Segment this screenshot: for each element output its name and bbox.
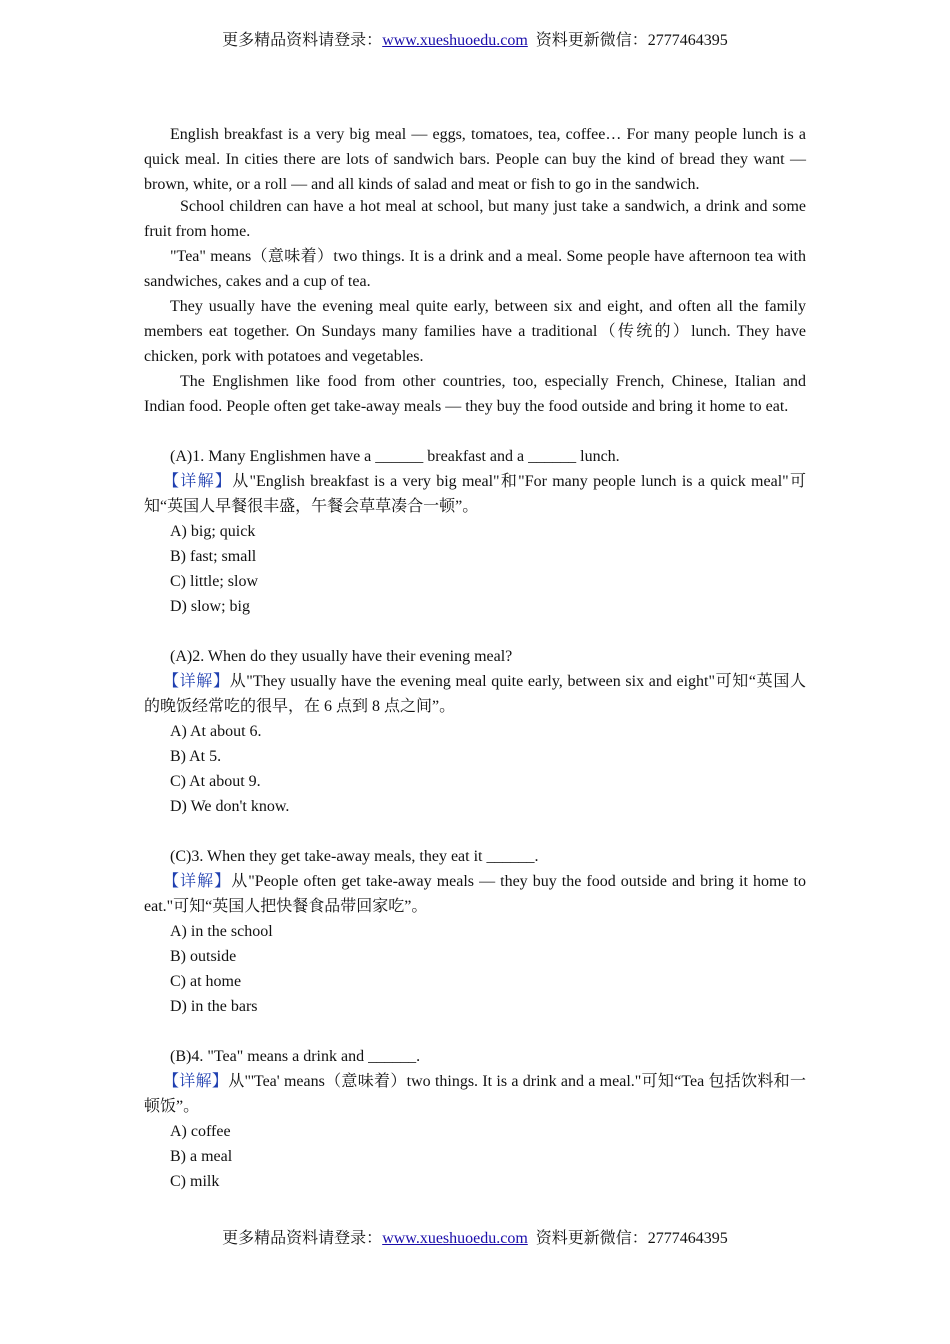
option-a: A) coffee [170,1123,231,1140]
option-a: A) in the school [170,923,273,940]
header-suffix: 资料更新微信：2777464395 [535,32,728,49]
page-header [0,31,950,51]
question-detail [144,669,806,719]
question-detail [144,469,806,519]
passage-paragraph-5: The Englishmen like food from other countries, too, especially French, Chinese, Italian and Indian food. People often get take-away meals — they buy the food outside and bring it home to eat. [144,373,806,415]
question-stem: (A)1. Many Englishmen have a ______ breakfast and a ______ lunch. [170,448,620,465]
page-footer [0,1229,950,1249]
question-stem: (A)2. When do they usually have their evening meal? [170,648,513,665]
detail-tag: 【详解】 [163,1073,229,1090]
option-b: B) fast; small [170,548,257,565]
question-detail [144,869,806,919]
question-stem: (C)3. When they get take-away meals, they eat it ______. [170,848,539,865]
detail-tag: 【详解】 [163,673,230,690]
question-detail [144,1069,806,1119]
header-prefix: 更多精品资料请登录： [222,32,383,49]
option-d: D) in the bars [170,998,258,1015]
option-c: C) little; slow [170,573,258,590]
question-4 [144,1044,806,1194]
option-c: C) milk [170,1173,220,1190]
detail-tag: 【详解】 [163,873,232,890]
option-b: B) a meal [170,1148,233,1165]
option-a: A) big; quick [170,523,256,540]
question-2 [144,644,806,819]
footer-link[interactable]: www.xueshuoedu.com [382,1230,528,1247]
document-body [144,122,806,1194]
question-1 [144,444,806,619]
option-b: B) At 5. [170,748,222,765]
detail-text: 从"English breakfast is a very big meal"和"For many people lunch is a quick meal"可知“英国人早餐很丰盛，午餐会草草凑合一顿”。 [144,473,806,515]
option-a: A) At about 6. [170,723,262,740]
footer-suffix: 资料更新微信：2777464395 [535,1230,728,1247]
option-c: C) at home [170,973,242,990]
header-link[interactable]: www.xueshuoedu.com [382,32,528,49]
detail-text: 从"'Tea' means（意味着）two things. It is a drink and a meal."可知“Tea 包括饮料和一顿饭”。 [144,1073,806,1115]
detail-text: 从"People often get take-away meals — they buy the food outside and bring it home to eat."可知“英国人把快餐食品带回家吃”。 [144,873,806,915]
option-d: D) We don't know. [170,798,290,815]
detail-tag: 【详解】 [163,473,233,490]
passage-paragraph-3: "Tea" means（意味着）two things. It is a drink and a meal. Some people have afternoon tea with sandwiches, cakes and a cup of tea. [144,248,806,290]
option-b: B) outside [170,948,237,965]
passage-paragraph-1: English breakfast is a very big meal — eggs, tomatoes, tea, coffee… For many people lunch is a quick meal. In cities there are lots of sandwich bars. People can buy the kind of bread they want — brown, white, or a roll — and all kinds of salad and meat or fish to go in the sandwich. [144,126,806,193]
option-d: D) slow; big [170,598,250,615]
passage-paragraph-4: They usually have the evening meal quite early, between six and eight, and often all the family members eat together. On Sundays many families have a traditional（传统的）lunch. They have chicken, pork with potatoes and vegetables. [144,298,806,365]
question-stem: (B)4. "Tea" means a drink and ______. [170,1048,421,1065]
detail-text: 从"They usually have the evening meal quite early, between six and eight"可知“英国人的晚饭经常吃的很早，在 6 点到 8 点之间”。 [144,673,806,715]
passage-paragraph-2: School children can have a hot meal at school, but many just take a sandwich, a drink and some fruit from home. [144,198,806,240]
footer-prefix: 更多精品资料请登录： [222,1230,383,1247]
question-3 [144,844,806,1019]
option-c: C) At about 9. [170,773,261,790]
